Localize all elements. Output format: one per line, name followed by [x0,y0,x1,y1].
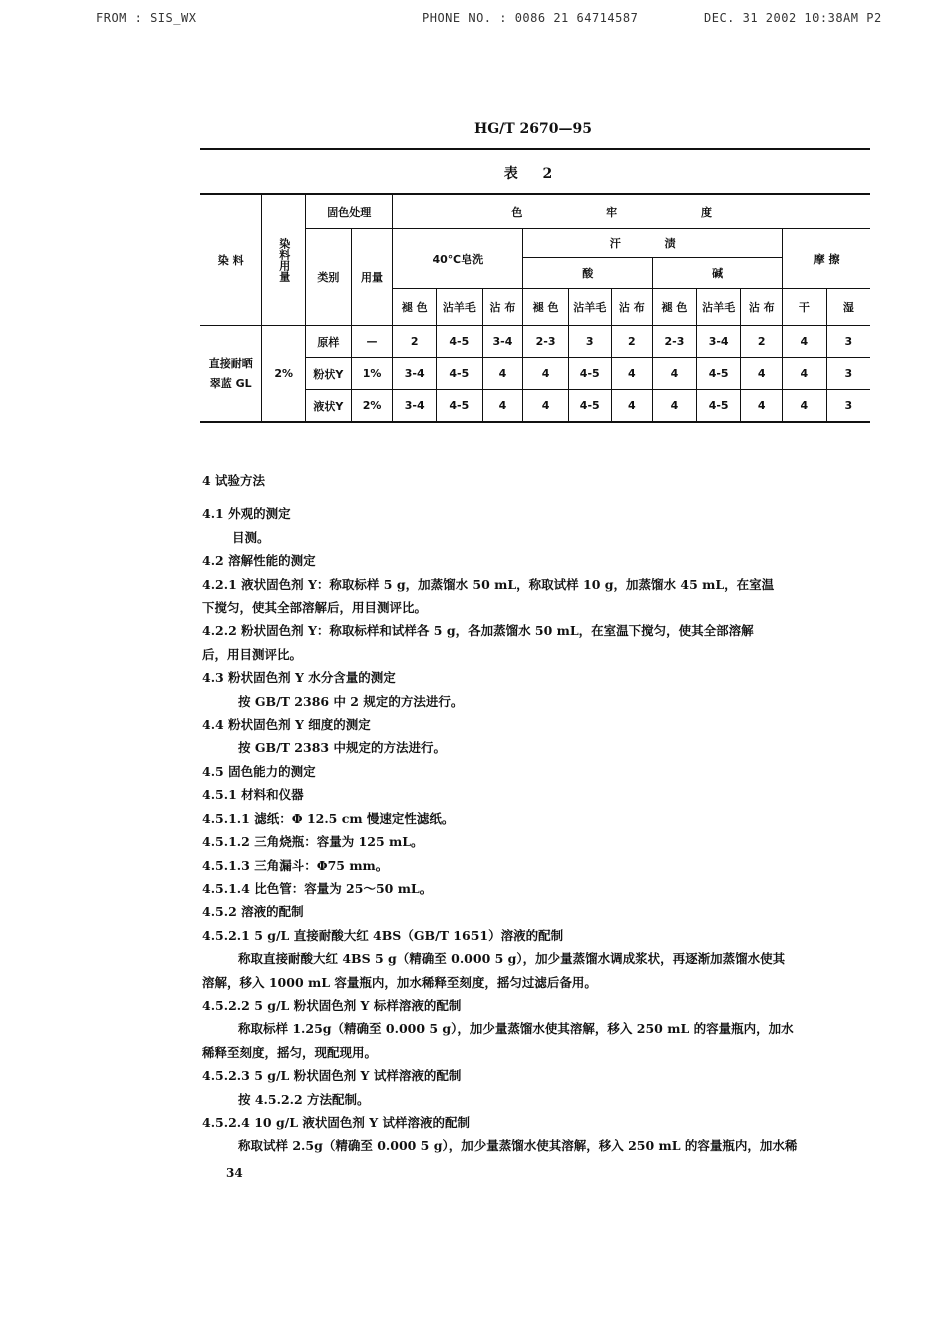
fixing-amount-cell: 2% [351,390,393,423]
header-alkali: 碱 [653,258,783,289]
fax-phone: PHONE NO. : 0086 21 64714587 [422,11,639,25]
subheader-cell: 沾羊毛 [436,289,482,326]
subheader-cell: 褪 色 [523,289,569,326]
value-cell: 3 [826,358,870,390]
subsection-heading: 4.3 粉状固色剂 Y 水分含量的测定 [202,670,396,686]
fixing-type-cell: 粉状Y [306,358,352,390]
document-code: HG/T 2670—95 [473,121,593,137]
header-fixing: 固色处理 [306,194,393,229]
value-cell: 4 [482,358,523,390]
paragraph: 目测。 [232,529,270,545]
subsection-heading: 4.4 粉状固色剂 Y 细度的测定 [202,717,371,733]
value-cell: 4 [783,358,827,390]
value-cell: 4 [523,390,569,423]
paragraph: 4.2.2 粉状固色剂 Y：称取标样和试样各 5 g，各加蒸馏水 50 mL，在室温下搅匀，使其全部溶解 [202,623,754,639]
paragraph: 下搅匀，使其全部溶解后，用目测评比。 [202,600,428,616]
list-item: 4.5.1.2 三角烧瓶：容量为 125 mL。 [202,834,424,850]
header-acid: 酸 [523,258,653,289]
value-cell: 4-5 [436,390,482,423]
subheader-cell: 沾 布 [741,289,783,326]
paragraph: 称取直接耐酸大红 4BS 5 g（精确至 0.000 5 g），加少量蒸馏水调成浆状，再逐渐加蒸馏水使其 [238,951,786,967]
header-fixing-type: 类别 [306,229,352,326]
paragraph: 按 4.5.2.2 方法配制。 [238,1091,370,1107]
value-cell: 4 [482,390,523,423]
header-soap: 40℃皂洗 [393,229,523,289]
subsection-heading: 4.5.2.3 5 g/L 粉状固色剂 Y 试样溶液的配制 [202,1068,462,1084]
subsection-heading: 4.5.2.4 10 g/L 液状固色剂 Y 试样溶液的配制 [202,1114,471,1130]
table-row [200,326,870,358]
fax-from: FROM : SIS_WX [96,11,197,25]
paragraph: 后，用目测评比。 [202,646,303,662]
paragraph: 称取标样 1.25g（精确至 0.000 5 g），加少量蒸馏水使其溶解，移入 250 mL 的容量瓶内，加水 [238,1021,794,1037]
value-cell: 4 [783,390,827,423]
subsection-heading: 4.1 外观的测定 [202,506,291,522]
value-cell: 4 [783,326,827,358]
value-cell: 4 [741,358,783,390]
value-cell: 4 [611,390,653,423]
value-cell: 2-3 [653,326,697,358]
value-cell: 4 [653,390,697,423]
subheader-cell: 沾羊毛 [568,289,611,326]
fax-date: DEC. 31 2002 10:38AM P2 [704,11,882,25]
value-cell: 3 [826,326,870,358]
subheader-cell: 湿 [826,289,870,326]
paragraph: 4.2.1 液状固色剂 Y：称取标样 5 g，加蒸馏水 50 mL，称取试样 10 g，加蒸馏水 45 mL，在室温 [202,576,775,592]
subsection-heading: 4.5.2.2 5 g/L 粉状固色剂 Y 标样溶液的配制 [202,997,462,1013]
value-cell: 3-4 [393,390,437,423]
list-item: 4.5.1.3 三角漏斗：Φ75 mm。 [202,857,389,873]
section-heading: 4 试验方法 [202,473,266,488]
header-fastness: 色 牢 度 [393,194,870,229]
value-cell: 4-5 [436,358,482,390]
fax-header [0,11,950,29]
paragraph: 按 GB/T 2383 中规定的方法进行。 [238,740,446,756]
value-cell: 3 [568,326,611,358]
paragraph: 按 GB/T 2386 中 2 规定的方法进行。 [238,693,464,709]
header-rubbing: 摩 擦 [783,229,870,289]
paragraph: 稀释至刻度，摇匀，现配现用。 [202,1044,378,1060]
subsection-heading: 4.2 溶解性能的测定 [202,553,316,569]
fixing-type-cell: 原样 [306,326,352,358]
value-cell: 2 [611,326,653,358]
value-cell: 4 [741,390,783,423]
paragraph: 称取试样 2.5g（精确至 0.000 5 g），加少量蒸馏水使其溶解，移入 250 mL 的容量瓶内，加水稀 [238,1138,798,1154]
header-dye: 染 料 [200,194,262,326]
value-cell: 2 [393,326,437,358]
subheader-cell: 沾羊毛 [696,289,741,326]
fixing-amount-cell: — [351,326,393,358]
dye-name-cell: 直接耐晒翠蓝 GL [200,326,262,423]
value-cell: 4-5 [696,390,741,423]
value-cell: 3-4 [482,326,523,358]
value-cell: 2 [741,326,783,358]
subheader-cell: 褪 色 [653,289,697,326]
value-cell: 3-4 [696,326,741,358]
page-number: 34 [226,1166,243,1180]
header-dye-amount: 染料用量 [262,194,306,326]
subheader-cell: 沾 布 [611,289,653,326]
value-cell: 4-5 [436,326,482,358]
value-cell: 3-4 [393,358,437,390]
header-rule [200,148,870,150]
value-cell: 4-5 [568,358,611,390]
value-cell: 4 [611,358,653,390]
subheader-cell: 褪 色 [393,289,437,326]
value-cell: 4 [523,358,569,390]
list-item: 4.5.1.4 比色管：容量为 25～50 mL。 [202,880,433,896]
value-cell: 4 [653,358,697,390]
subsection-heading: 4.5.2 溶液的配制 [202,904,304,920]
subsection-heading: 4.5.2.1 5 g/L 直接耐酸大红 4BS（GB/T 1651）溶液的配制 [202,927,564,943]
value-cell: 4-5 [696,358,741,390]
subsection-heading: 4.5.1 材料和仪器 [202,787,304,803]
paragraph: 溶解，移入 1000 mL 容量瓶内，加水稀释至刻度，摇匀过滤后备用。 [202,974,597,990]
value-cell: 3 [826,390,870,423]
header-perspiration: 汗 渍 [523,229,783,258]
fixing-amount-cell: 1% [351,358,393,390]
subheader-cell: 沾 布 [482,289,523,326]
fixing-type-cell: 液状Y [306,390,352,423]
subsection-heading: 4.5 固色能力的测定 [202,763,316,779]
list-item: 4.5.1.1 滤纸：Φ 12.5 cm 慢速定性滤纸。 [202,810,455,826]
table-title: 表 2 [503,166,563,182]
subheader-cell: 干 [783,289,827,326]
test-methods-text [202,469,892,1158]
dye-amount-cell: 2% [262,326,306,423]
value-cell: 4-5 [568,390,611,423]
fastness-table [200,193,870,423]
header-fixing-amount: 用量 [351,229,393,326]
value-cell: 2-3 [523,326,569,358]
